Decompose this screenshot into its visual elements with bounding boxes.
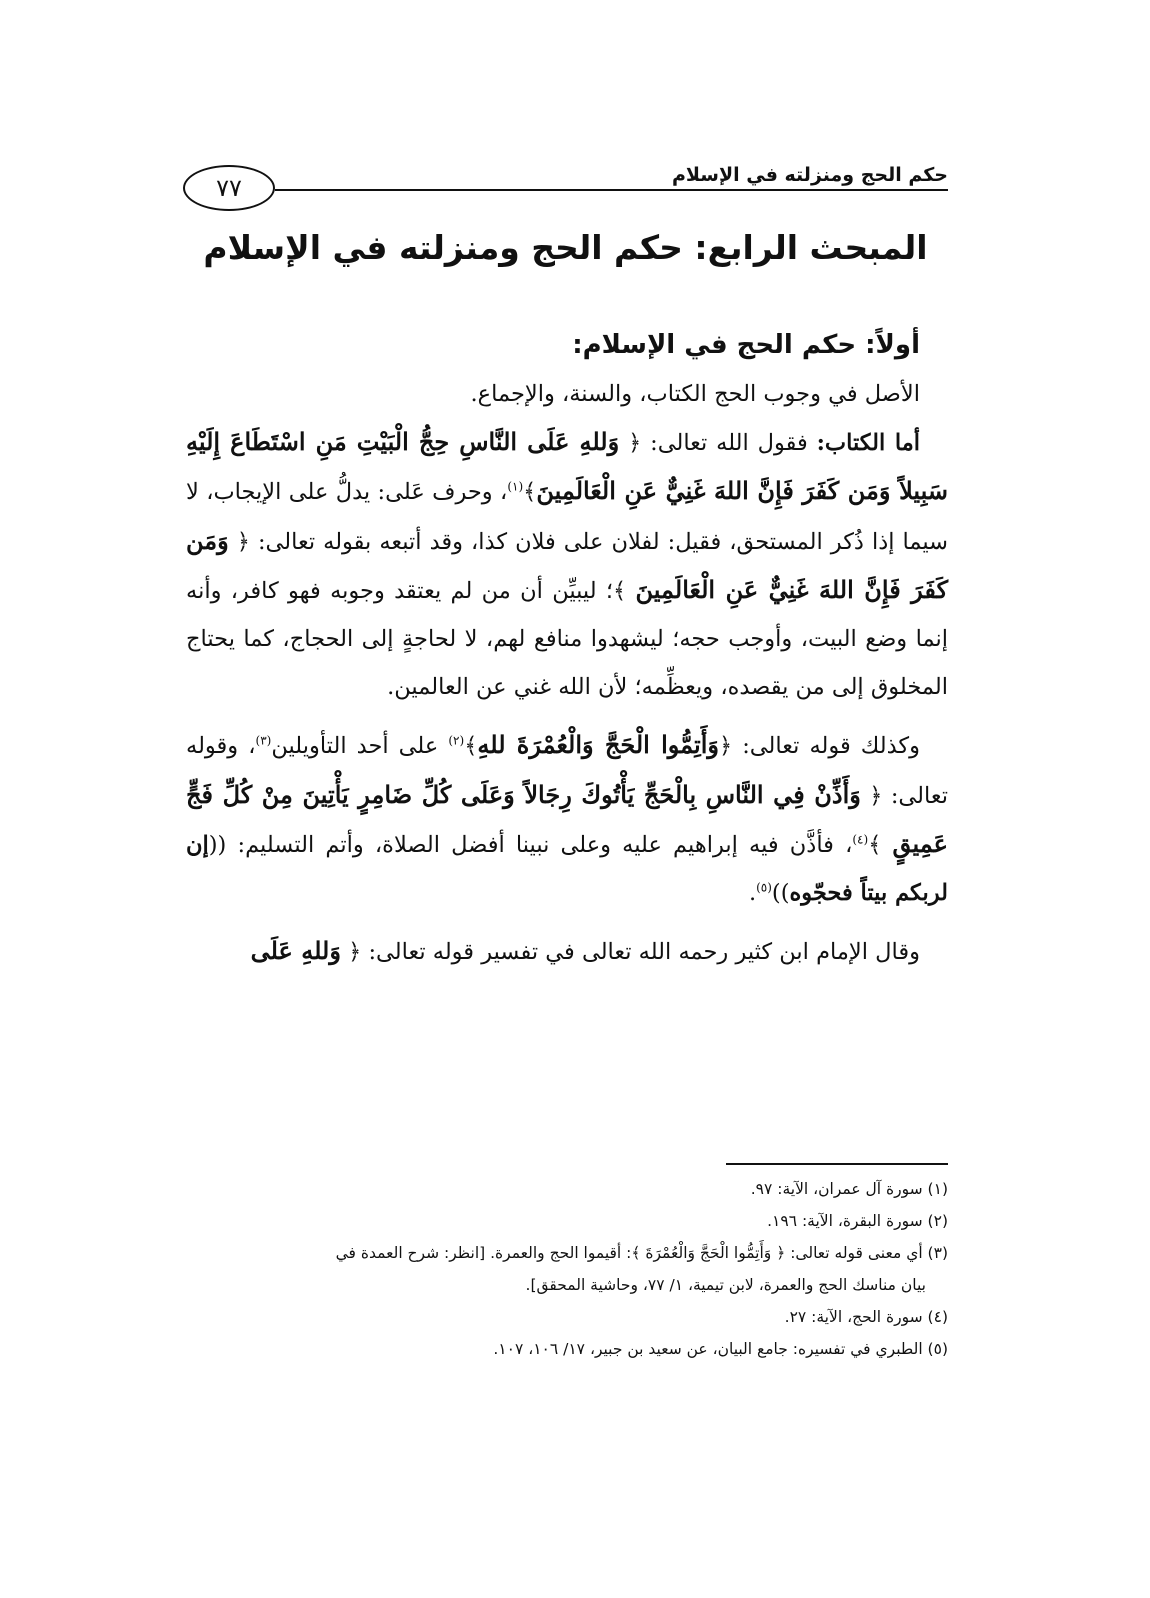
footnote-ref[interactable]: (١) [507,479,524,494]
header-rule [275,189,948,191]
footnote-item: (١) سورة آل عمران، الآية: ٩٧. [750,1180,948,1198]
footnote-ref[interactable]: (٣) [255,733,272,748]
running-header [183,160,948,214]
text-run: وكذلك قوله تعالى: ﴿ [718,733,921,760]
text-run: ﴾ [868,831,893,858]
footnote-item: (٤) سورة الحج، الآية: ٢٧. [784,1308,948,1326]
text-run: ﴾ [523,479,537,506]
text-run: وقال الإمام ابن كثير رحمه الله تعالى في تفسير قوله تعالى: ﴿ [340,939,920,966]
quran-verse: وَأَذِّنْ فِي النَّاسِ بِالْحَجِّ يَأْتُوكَ رِجَالاً وَعَلَى كُلِّ ضَامِرٍ يَأْتِينَ مِنْ كُلِّ فَجٍّ عَمِيقٍ [186,779,948,858]
footnote-ref[interactable]: (٢) [448,733,465,748]
text-run: ، وحرف عَلى: يدلُّ على الإيجاب، لا سيما إذا ذُكر المستحق، فقيل: لفلان على فلان كذا، وقد أتبعه بقوله تعالى: ﴿ [186,479,948,555]
text-run: . [748,880,757,907]
footnote-item [186,1237,948,1269]
text-run: ، فأذَّن فيه إبراهيم عليه وعلى نبينا أفضل الصلاة، وأتم التسليم: (( [208,831,853,858]
footnote-separator [726,1163,948,1165]
quran-verse: وَللهِ عَلَى [250,936,341,966]
text-run: ﴾؛ ليبيِّن أن من لم يعتقد وجوبه فهو كافر، وأنه إنما وضع البيت، وأوجب حجه؛ ليشهدوا منافع لهم، لا لحاجةٍ إلى الحجاج، كما يحتاج المخلوق إلى من يقصده، ويعظِّمه؛ لأن الله غني عن العالمين. [186,577,948,701]
footnote-item: (٥) الطبري في تفسيره: جامع البيان، عن سعيد بن جبير، ١٧/ ١٠٦، ١٠٧. [493,1340,948,1358]
quran-verse: وَأَتِمُّوا الْحَجَّ وَالْعُمْرَةَ للهِ [477,730,719,760]
paragraph-verses [186,721,948,917]
footnotes [186,1173,948,1365]
page-number-badge [183,165,275,211]
footnote-ref[interactable]: (٤) [852,832,869,847]
footnote-text: بيان مناسك الحج والعمرة، لابن تيمية، ١/ ٧٧، وحاشية المحقق]. [525,1276,926,1294]
text-run: فقول الله تعالى: ﴿ [619,430,817,457]
text-run: ، وقوله تعالى: ﴿ [186,733,948,809]
section-heading: أولاً: حكم الحج في الإسلام: [572,330,920,360]
intro-paragraph: الأصل في وجوب الحج الكتاب، والسنة، والإجماع. [470,381,920,407]
running-title: حكم الحج ومنزلته في الإسلام [671,164,948,186]
main-text [186,320,948,976]
paragraph-book [186,418,948,711]
footnote-item: (٢) سورة البقرة، الآية: ١٩٦. [767,1212,948,1230]
text-run: ﴾ [464,733,478,760]
text-run: )) [771,880,790,907]
paragraph-ibn-kathir [186,927,948,976]
footnote-item-continuation [186,1269,948,1301]
hadith-quote: إن لربكم بيتاً فحجّوه [186,831,948,907]
text-run: على أحد التأويلين [271,733,449,760]
footnote-ref[interactable]: (٥) [756,880,772,895]
quran-verse: وَللهِ عَلَى النَّاسِ حِجُّ الْبَيْتِ مَنِ اسْتَطَاعَ إِلَيْهِ سَبِيلاً وَمَن كَفَرَ فَإِنَّ اللهَ غَنِيٌّ عَنِ الْعَالَمِينَ [186,427,948,506]
footnote-text: (٣) أي معنى قوله تعالى: ﴿ وَأَتِمُّوا الْحَجَّ وَالْعُمْرَةَ ﴾: أقيموا الحج والعمرة. [انظر: شرح العمدة في [335,1244,948,1262]
paragraph-lead: أما الكتاب: [816,430,920,457]
page-number: ٧٧ [216,174,242,202]
quran-verse: وَمَن كَفَرَ فَإِنَّ اللهَ غَنِيٌّ عَنِ الْعَالَمِينَ [186,525,948,604]
chapter-title: المبحث الرابع: حكم الحج ومنزلته في الإسلام [203,228,928,267]
